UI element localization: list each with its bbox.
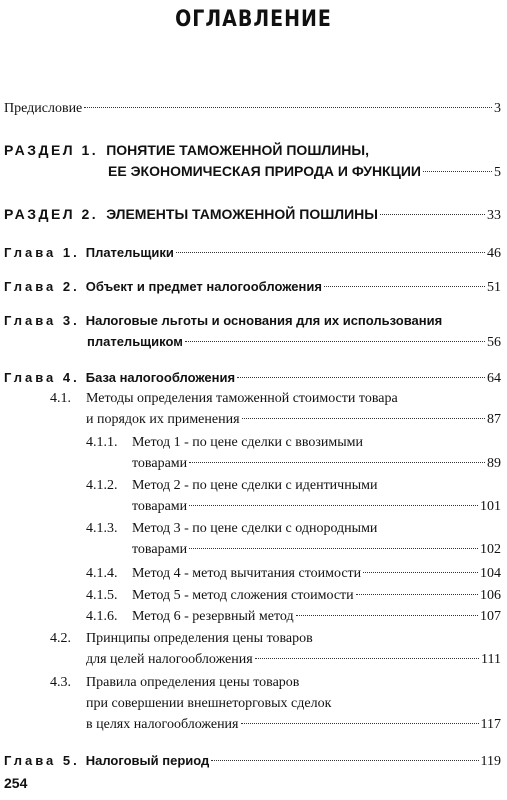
toc-entry-4-2 [50, 628, 501, 670]
toc-entry-chapter-5 [4, 750, 501, 772]
dot-leader [176, 252, 485, 253]
dot-leader [423, 171, 492, 172]
toc-entry-text-cont: плательщиком [87, 334, 183, 349]
toc-page-number: 64 [487, 371, 501, 386]
toc-page-number: 87 [487, 412, 501, 427]
toc-entry-text: Правила определения цены товаров [86, 675, 300, 690]
toc-entry-text-cont: при совершении внешнеторговых сделок [86, 696, 332, 711]
subsection-number: 4.1. [50, 391, 71, 406]
toc-entry-chapter-2 [4, 276, 501, 298]
toc-entry-text: Метод 6 - резервный метод [132, 609, 294, 624]
toc-page-number: 106 [480, 588, 501, 603]
subsection-number: 4.1.3. [86, 521, 118, 536]
toc-page-number: 102 [480, 542, 501, 557]
dot-leader [363, 572, 478, 573]
subsection-number: 4.1.4. [86, 566, 118, 581]
toc-entry-text: База налогообложения [85, 370, 236, 385]
toc-entry-text: Метод 5 - метод сложения стоимости [132, 588, 354, 603]
dot-leader [189, 548, 478, 549]
toc-entry-text: ПОНЯТИЕ ТАМОЖЕННОЙ ПОШЛИНЫ, [106, 142, 369, 158]
dot-leader [380, 214, 485, 215]
dot-leader [211, 760, 478, 761]
chapter-prefix: Глава 4. [4, 370, 80, 385]
toc-entry-text-cont: для целей налогообложения [86, 652, 253, 667]
toc-page-number: 111 [481, 652, 501, 667]
toc-page-number: 56 [487, 335, 501, 350]
toc-entry-text: Налоговый период [85, 753, 210, 768]
toc-entry-4-1-4 [86, 563, 501, 584]
dot-leader [84, 107, 492, 108]
toc-entry-section-2 [4, 204, 501, 226]
toc-page-number: 3 [494, 101, 501, 116]
toc-entry-section-1 [4, 140, 501, 183]
toc-entry-text: Метод 4 - метод вычитания стоимости [132, 566, 362, 581]
dot-leader [189, 462, 485, 463]
toc-entry-text: Метод 1 - по цене сделки с ввозимыми [132, 435, 364, 450]
dot-leader [189, 505, 478, 506]
toc-entry-text-cont: товарами [132, 499, 188, 514]
dot-leader [324, 286, 485, 287]
chapter-prefix: Глава 3. [4, 313, 80, 328]
subsection-number: 4.1.6. [86, 609, 118, 624]
section-prefix: РАЗДЕЛ 2. [4, 206, 99, 222]
toc-page-number: 33 [487, 208, 501, 223]
page-title: ОГЛАВЛЕНИЕ [175, 6, 332, 32]
page-number: 254 [4, 775, 28, 791]
chapter-prefix: Глава 2. [4, 279, 80, 294]
chapter-prefix: Глава 5. [4, 753, 80, 768]
toc-entry-text-cont: товарами [132, 456, 188, 471]
toc-entry-text: Методы определения таможенной стоимости товара [86, 391, 398, 406]
toc-entry-text: ЭЛЕМЕНТЫ ТАМОЖЕННОЙ ПОШЛИНЫ [106, 206, 378, 222]
subsection-number: 4.1.2. [86, 478, 118, 493]
toc-page-number: 5 [494, 165, 501, 180]
toc-entry-text: Метод 3 - по цене сделки с однородными [132, 521, 378, 536]
toc-entry-text-cont: и порядок их применения [86, 412, 240, 427]
section-prefix: РАЗДЕЛ 1. [4, 142, 99, 158]
toc-entry-4-1-6 [86, 606, 501, 627]
dot-leader [185, 341, 485, 342]
dot-leader [356, 594, 478, 595]
toc-entry-4-1-2 [86, 475, 501, 517]
toc-page-number: 119 [480, 754, 501, 769]
toc-entry-text: Налоговые льготы и основания для их использования [85, 313, 443, 328]
subsection-number: 4.1.1. [86, 435, 118, 450]
toc-page-number: 104 [480, 566, 501, 581]
toc-entry-text: Метод 2 - по цене сделки с идентичными [132, 478, 378, 493]
chapter-prefix: Глава 1. [4, 245, 80, 260]
subsection-number: 4.2. [50, 631, 71, 646]
dot-leader [255, 658, 479, 659]
toc-entry-text: Плательщики [85, 245, 174, 260]
dot-leader [237, 377, 485, 378]
toc-entry-chapter-3 [4, 310, 501, 353]
toc-entry-4-3 [50, 672, 501, 735]
dot-leader [242, 418, 485, 419]
toc-page-number: 117 [480, 717, 501, 732]
toc-entry-text-cont: ЕЕ ЭКОНОМИЧЕСКАЯ ПРИРОДА И ФУНКЦИИ [108, 163, 421, 179]
toc-entry-text: Предисловие [4, 101, 83, 116]
toc-entry-text: Принципы определения цены товаров [86, 631, 313, 646]
toc-entry-chapter-4 [4, 367, 501, 389]
toc-entry-4-1-5 [86, 585, 501, 606]
dot-leader [241, 723, 479, 724]
toc-page-number: 101 [480, 499, 501, 514]
toc-entry-text-cont: товарами [132, 542, 188, 557]
toc-entry-preface [4, 98, 501, 119]
toc-page-number: 107 [480, 609, 501, 624]
subsection-number: 4.1.5. [86, 588, 118, 603]
toc-page-number: 89 [487, 456, 501, 471]
subsection-number: 4.3. [50, 675, 71, 690]
toc-entry-text-cont: в целях налогообложения [86, 717, 239, 732]
toc-entry-chapter-1 [4, 242, 501, 264]
dot-leader [296, 615, 478, 616]
toc-entry-4-1 [50, 388, 501, 430]
toc-entry-text: Объект и предмет налогообложения [85, 279, 322, 294]
toc-entry-4-1-1 [86, 432, 501, 474]
toc-entry-4-1-3 [86, 518, 501, 560]
toc-page-number: 51 [487, 280, 501, 295]
toc-page-number: 46 [487, 246, 501, 261]
